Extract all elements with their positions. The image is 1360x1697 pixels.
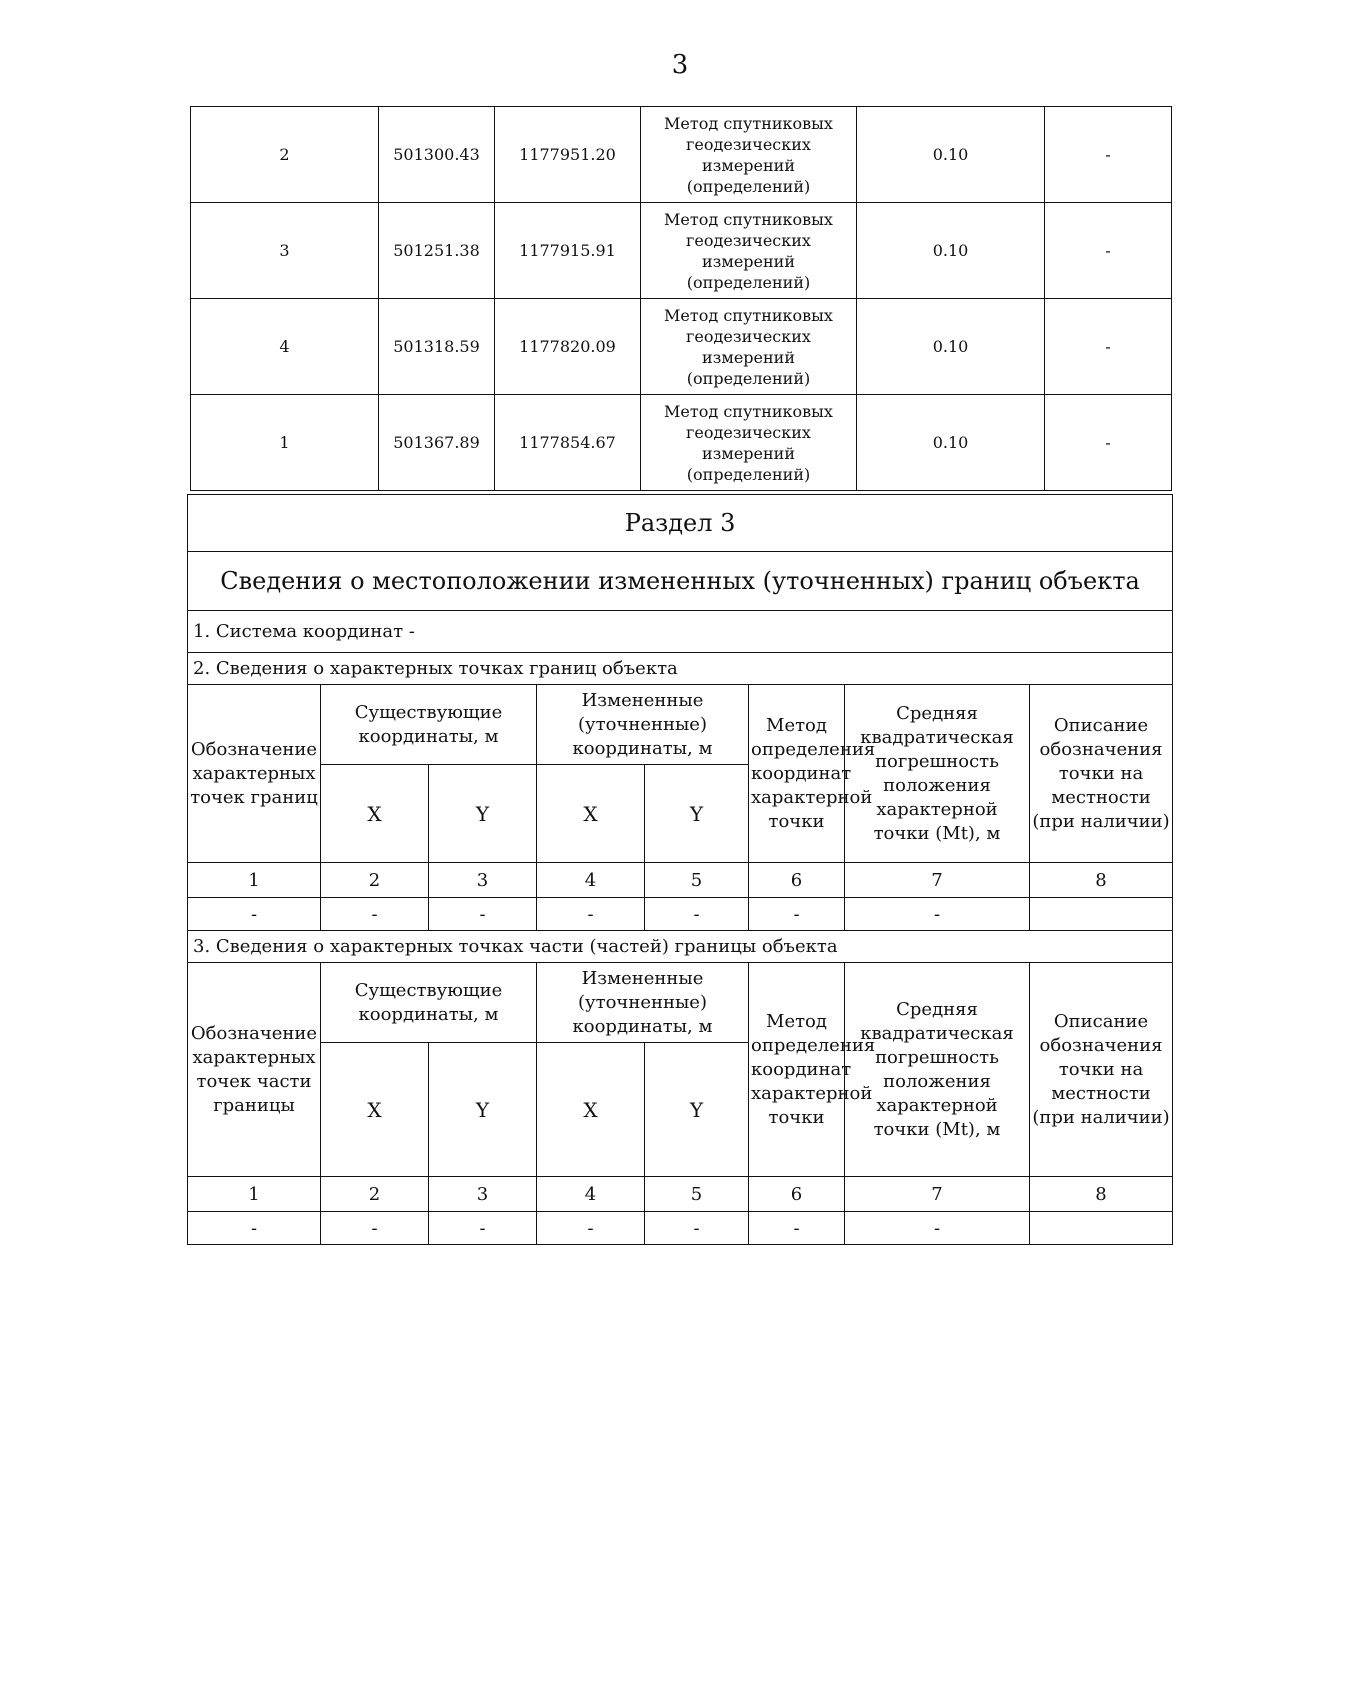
table-cell xyxy=(1030,898,1173,931)
table-cell: - xyxy=(429,898,537,931)
table-row xyxy=(191,107,1172,203)
column-number: 7 xyxy=(845,863,1030,898)
table-row xyxy=(191,299,1172,395)
method-cell: Метод спутниковых геодезических измерений (определений) xyxy=(641,395,857,491)
accuracy-cell: 0.10 xyxy=(857,203,1045,299)
table-cell: - xyxy=(845,1212,1030,1245)
method-cell: Метод спутниковых геодезических измерений (определений) xyxy=(641,299,857,395)
part2-title: 2. Сведения о характерных точках границ объекта xyxy=(188,653,1173,685)
column-number: 5 xyxy=(645,1177,749,1212)
point-number: 2 xyxy=(191,107,379,203)
table-cell: - xyxy=(537,898,645,931)
column-number: 8 xyxy=(1030,1177,1173,1212)
header-x: X xyxy=(537,1043,645,1177)
coordinate-system-line: 1. Система координат - xyxy=(188,611,1173,653)
accuracy-cell: 0.10 xyxy=(857,107,1045,203)
coord-y: 1177820.09 xyxy=(495,299,641,395)
column-number: 6 xyxy=(749,863,845,898)
header-changed-coords: Измененные (уточненные) координаты, м xyxy=(537,963,749,1043)
point-number: 3 xyxy=(191,203,379,299)
table-cell: - xyxy=(429,1212,537,1245)
coord-x: 501318.59 xyxy=(379,299,495,395)
table-cell: - xyxy=(749,898,845,931)
header-existing-coords: Существующие координаты, м xyxy=(321,963,537,1043)
column-number: 4 xyxy=(537,863,645,898)
header-changed-coords: Измененные (уточненные) координаты, м xyxy=(537,685,749,765)
header-y: Y xyxy=(429,765,537,863)
coord-y: 1177915.91 xyxy=(495,203,641,299)
coord-x: 501367.89 xyxy=(379,395,495,491)
table-cell: - xyxy=(645,898,749,931)
column-number: 8 xyxy=(1030,863,1173,898)
column-number: 1 xyxy=(188,863,321,898)
header-y: Y xyxy=(645,1043,749,1177)
table-cell: - xyxy=(188,898,321,931)
page-number: 3 xyxy=(671,50,689,80)
table-cell: - xyxy=(845,898,1030,931)
coord-x: 501251.38 xyxy=(379,203,495,299)
header-x: X xyxy=(537,765,645,863)
column-number: 3 xyxy=(429,1177,537,1212)
header-method: Метод определения координат характерной точки xyxy=(749,685,845,863)
header-existing-coords: Существующие координаты, м xyxy=(321,685,537,765)
accuracy-cell: 0.10 xyxy=(857,395,1045,491)
table-row xyxy=(191,203,1172,299)
point-number: 4 xyxy=(191,299,379,395)
section-3-table xyxy=(187,494,1173,1245)
header-x: X xyxy=(321,765,429,863)
table-row xyxy=(191,395,1172,491)
column-number: 7 xyxy=(845,1177,1030,1212)
coordinates-table xyxy=(190,106,1172,491)
column-number: 3 xyxy=(429,863,537,898)
section-title: Раздел 3 xyxy=(188,495,1173,552)
header-y: Y xyxy=(429,1043,537,1177)
accuracy-cell: 0.10 xyxy=(857,299,1045,395)
method-cell: Метод спутниковых геодезических измерений (определений) xyxy=(641,107,857,203)
column-number: 2 xyxy=(321,863,429,898)
column-number: 1 xyxy=(188,1177,321,1212)
table-cell: - xyxy=(749,1212,845,1245)
column-numbers-row xyxy=(188,1177,1173,1212)
header-description: Описание обозначения точки на местности (при наличии) xyxy=(1030,963,1173,1177)
column-number: 5 xyxy=(645,863,749,898)
header-method: Метод определения координат характерной точки xyxy=(749,963,845,1177)
table-cell: - xyxy=(321,898,429,931)
description-cell: - xyxy=(1045,395,1172,491)
description-cell: - xyxy=(1045,203,1172,299)
header-accuracy: Средняя квадратическая погрешность положения характерной точки (Mt), м xyxy=(845,685,1030,863)
section-subtitle: Сведения о местоположении измененных (уточненных) границ объекта xyxy=(188,552,1173,611)
part3-title: 3. Сведения о характерных точках части (частей) границы объекта xyxy=(188,931,1173,963)
header-designation: Обозначение характерных точек части границы xyxy=(188,963,321,1177)
coord-y: 1177854.67 xyxy=(495,395,641,491)
table-row xyxy=(188,898,1173,931)
coord-x: 501300.43 xyxy=(379,107,495,203)
header-accuracy: Средняя квадратическая погрешность положения характерной точки (Mt), м xyxy=(845,963,1030,1177)
table-cell: - xyxy=(537,1212,645,1245)
header-designation: Обозначение характерных точек границ xyxy=(188,685,321,863)
column-numbers-row xyxy=(188,863,1173,898)
header-description: Описание обозначения точки на местности (при наличии) xyxy=(1030,685,1173,863)
column-number: 2 xyxy=(321,1177,429,1212)
header-x: X xyxy=(321,1043,429,1177)
table-cell: - xyxy=(645,1212,749,1245)
column-number: 6 xyxy=(749,1177,845,1212)
method-cell: Метод спутниковых геодезических измерений (определений) xyxy=(641,203,857,299)
header-y: Y xyxy=(645,765,749,863)
column-number: 4 xyxy=(537,1177,645,1212)
table-cell: - xyxy=(188,1212,321,1245)
point-number: 1 xyxy=(191,395,379,491)
table-row xyxy=(188,1212,1173,1245)
table-cell xyxy=(1030,1212,1173,1245)
coord-y: 1177951.20 xyxy=(495,107,641,203)
description-cell: - xyxy=(1045,107,1172,203)
description-cell: - xyxy=(1045,299,1172,395)
table-cell: - xyxy=(321,1212,429,1245)
